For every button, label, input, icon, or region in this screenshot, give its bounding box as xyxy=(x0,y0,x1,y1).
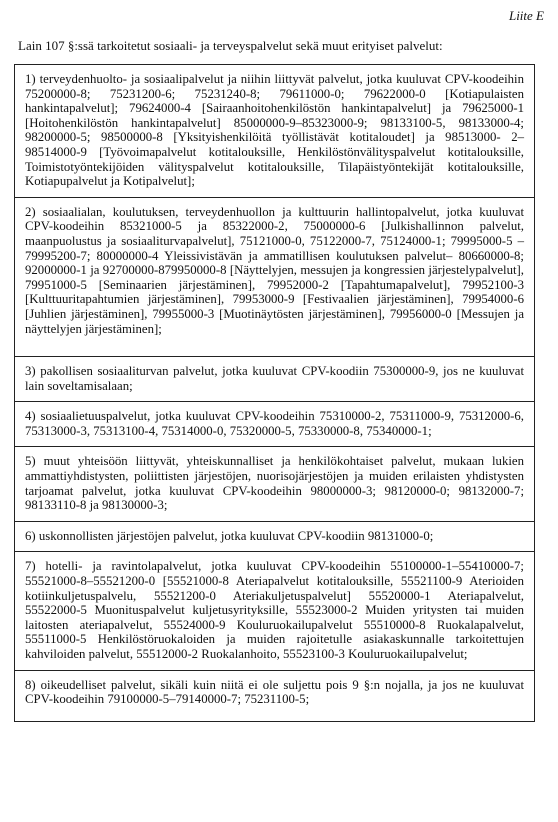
service-row-3: 3) pakollisen sosiaaliturvan palvelut, jotka kuuluvat CPV-koodiin 75300000-9, jos ne kuuluvat lain soveltamisalaan; xyxy=(15,356,534,401)
annex-label: Liite E xyxy=(508,8,544,23)
service-row-8: 8) oikeudelliset palvelut, sikäli kuin niitä ei ole suljettu pois 9 §:n nojalla, ja jos ne kuuluvat CPV-koodeihin 79100000-5–79140000-7; 75231100-5; xyxy=(15,670,534,721)
service-row-4: 4) sosiaalietuuspalvelut, jotka kuuluvat CPV-koodeihin 75310000-2, 75311000-9, 75312000-6, 75313000-3, 75313100-4, 75314000-0, 75320000-5, 75330000-8, 75340000-1; xyxy=(15,401,534,446)
intro-text: Lain 107 §:ssä tarkoitetut sosiaali- ja terveyspalvelut sekä muut erityiset palvelut: xyxy=(18,38,443,53)
services-table xyxy=(14,64,535,722)
service-row-2: 2) sosiaalialan, koulutuksen, terveydenhuollon ja kulttuurin hallintopalvelut, jotka kuuluvat CPV-koodeihin 85321000-5 ja 85322000-2, 75000000-6 [Julkishallinnon palvelut, maanpuolustus ja sosiaaliturvapalvelut], 75121000-0, 75122000-7, 75124000-1; 79995000-5 –79995200-7; 80000000-4 Yleissivistävän ja ammatillisen koulutuksen palvelut– 80660000-8; 92000000-1 ja 92700000-879950000-8 [Näyttelyjen, messujen ja kongressien järjestelypalvelut], 79951000-5 [Seminaarien järjestäminen], 79952000-2 [Tapahtumapalvelut], 79952100-3 [Kulttuuritapahtumien järjestäminen], 79953000-9 [Festivaalien järjestäminen], 79954000-6 [Juhlien järjestäminen], 79955000-3 [Muotinäytösten järjestäminen], 79956000-0 [Messujen ja näyttelyjen järjestäminen]; xyxy=(15,197,534,356)
service-row-6: 6) uskonnollisten järjestöjen palvelut, jotka kuuluvat CPV-koodiin 98131000-0; xyxy=(15,521,534,552)
service-row-1: 1) terveydenhuolto- ja sosiaalipalvelut ja niihin liittyvät palvelut, jotka kuuluvat CPV-koodeihin 75200000-8; 75231200-6; 75231240-8; 79611000-0; 79622000-0 [Kotiapulaisten hankintapalvelut]; 79624000-4 [Sairaanhoitohenkilöstön hankintapalvelut] ja 79625000-1 [Hoitohenkilöstön hankintapalvelut] 85000000-9–85323000-9; 98133100-5, 98133000-4; 98200000-5; 98500000-8 [Yksityishenkilöitä työllistävät kotitaloudet] ja 98513000- 2–98514000-9 [Työvoimapalvelut kotitalouksille, Henkilöstönvälityspalvelut kotitalouksille, Toimistotyöntekijöiden välityspalvelut kotitalouksille, Tilapäistyöntekijät kotitalouksille, Kotiapupalvelut ja Kotipalvelut]; xyxy=(25,72,524,189)
service-row-7: 7) hotelli- ja ravintolapalvelut, jotka kuuluvat CPV-koodeihin 55100000-1–55410000-7; 55521000-8–55521200-0 [55521000-8 Ateriapalvelut kotitalouksille, 55521100-9 Aterioiden kotiinkuljetuspalvelu, 55521200-0 Ateriakuljetuspalvelut] 55520000-1 Ateriapalvelut, 55522000-5 Muonituspalvelut kuljetusyrityksille, 55523000-2 Muiden yritysten tai muiden laitosten ateriapalvelut, 55524000-9 Kouluruokailupalvelut 55510000-8 Ruokalapalvelut, 55511000-5 Henkilöstöruokaloiden ja muiden rajoitetulle asiakaskunnalle tarkoitettujen kahviloiden palvelut, 55512000-2 Ruokalanhoito, 55523100-3 Kouluruokailupalvelut; xyxy=(15,551,534,669)
service-row-5: 5) muut yhteisöön liittyvät, yhteiskunnalliset ja henkilökohtaiset palvelut, mukaan lukien ammattiyhdistysten, poliittisten järjestöjen, nuorisojärjestöjen ja muiden erilaisten yhdistysten tarjoamat palvelut, jotka kuuluvat CPV-koodeihin 98000000-3; 98120000-0; 98132000-7; 98133110-8 ja 98130000-3; xyxy=(15,446,534,520)
